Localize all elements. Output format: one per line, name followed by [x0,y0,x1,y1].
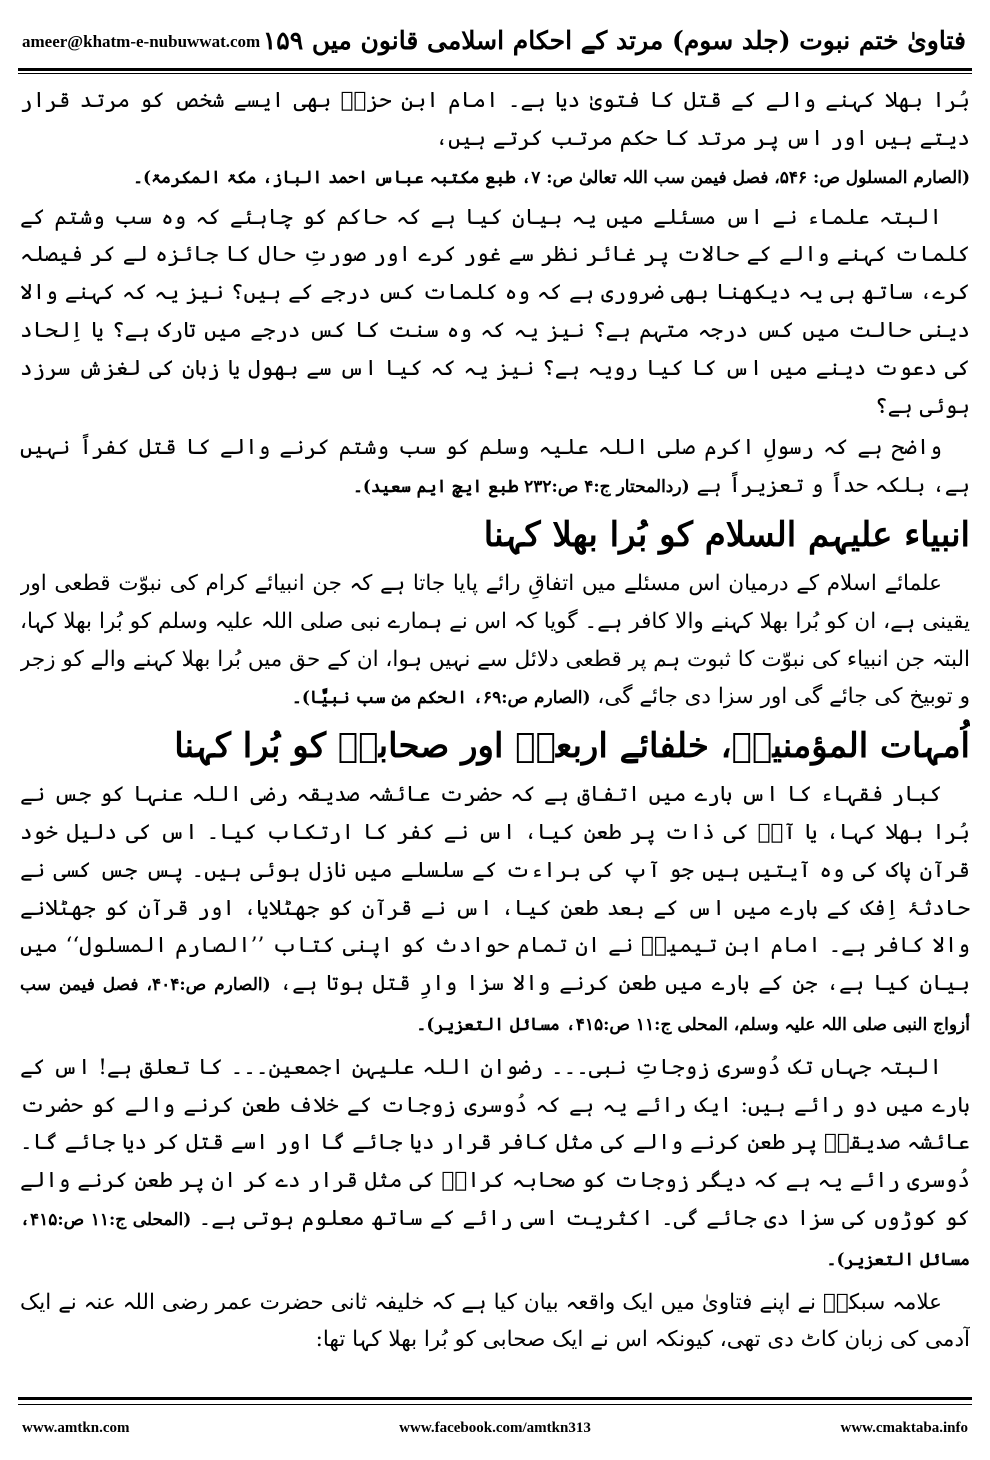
paragraph-3-text: واضح ہے کہ رسولِ اکرم صلی اللہ علیہ وسلم کو سب وشتم کرنے والے کا قتل کفراً نہیں ہے، بلکہ حداً و تعزیراً ہے [20,435,970,499]
citation-5: (المحلی ج:۱۱ ص:۴۱۵، مسائل التعزیر)۔ [20,1209,970,1270]
paragraph-5-text: کبار فقہاء کا اس بارے میں اتفاق ہے کہ حضرت عائشہ صدیقہ رضی اللہ عنہا کو جس نے بُرا بھلا کہا، یا آپؓ کی ذات پر طعن کیا، اس نے کفر کا ارتکاب کیا۔ اس کی دلیل خود قرآن پاک کی وہ آیتیں ہیں جو آپ کی براءت کے سلسلے میں نازل ہوئی ہیں۔ پس جس کسی نے حادثۂ اِفک کے بارے میں اس کے بعد طعن کیا، اس نے قرآن کو جھٹلایا، اور قرآن کو جھٹلانے والا کافر ہے۔ امام ابن تیمیہؒ نے ان تمام حوادث کو اپنی کتاب ’’الصارم المسلول‘‘ میں بیان کیا ہے، جن کے بارے میں طعن کرنے والا سزا وارِ قتل ہوتا ہے، [20,782,970,997]
footer-rule-thick [18,1397,972,1400]
header-email: ameer@khatm-e-nubuwwat.com [22,32,261,51]
paragraph-5 [20,776,970,1045]
citation-4: (الصارم ص:۴۰۴، فصل فیمن سب أزواج النبی صلی اللہ علیہ وسلم، المحلی ج:۱۱ ص:۴۱۵، مسائل التعزیر)۔ [20,975,970,1035]
citation-1: (الصارم المسلول ص: ۵۴۶، فصل فیمن سب اللہ تعالیٰ ص: ۷، طبع مکتبہ عباس احمد الباز، مکۃ المکرمۃ)۔ [133,167,970,188]
paragraph-4 [20,565,970,718]
footer-link-facebook[interactable]: www.facebook.com/amtkn313 [399,1420,591,1436]
citation-2: (ردالمحتار ج:۴ ص:۲۳۲ طبع ایچ ایم سعید)۔ [352,477,690,498]
header-rule-thin [18,73,972,74]
paragraph-3 [20,429,970,507]
page-body [20,82,970,1368]
paragraph-2: البتہ علماء نے اس مسئلے میں یہ بیان کیا ہے کہ حاکم کو چاہئے کہ وہ سب وشتم کے کلمات کہنے والے کے حالات پر غائر نظر سے غور کرے اور صورتِ حال کا جائزہ لے کر فیصلہ کرے، ساتھ ہی یہ دیکھنا بھی ضروری ہے کہ وہ کلمات کس درجے کے ہیں؟ نیز یہ کہ کہنے والا دینی حالت میں کس درجہ متہم ہے؟ نیز یہ کہ وہ سنت کا کس درجے میں تارک ہے؟ یا اِلحاد کی دعوت دینے میں اس کا کیا رویہ ہے؟ نیز یہ کہ کیا اس سے بھول یا زبان کی لغزش سرزد ہوئی ہے؟ [20,204,970,419]
citation-3: (الصارم ص:۶۹، الحکم من سب نبیًّا)۔ [291,688,591,709]
paragraph-6 [20,1049,970,1280]
paragraph-6-text: البتہ جہاں تک دُوسری زوجاتِ نبی۔۔۔ رضوان اللہ علیہن اجمعین۔۔۔ کا تعلق ہے! اس کے بارے میں دو رائے ہیں: ایک رائے یہ ہے کہ دُوسری زوجات کے خلاف طعن کرنے والے کو حضرت عائشہ صدیقہؓ پر طعن کرنے والے کی مثل کافر قرار دیا جائے گا اور اسے قتل کر دیا جائے گا۔ دُوسری رائے یہ ہے کہ دیگر زوجات کو صحابہ کرامؓ کی مثل قرار دے کر ان پر طعن کرنے والے کو کوڑوں کی سزا دی جائے گی۔ اکثریت اسی رائے کے ساتھ معلوم ہوتی ہے۔ [20,1054,970,1231]
paragraph-1: بُرا بھلا کہنے والے کے قتل کا فتویٰ دیا ہے۔ امام ابن حزمؒ بھی ایسے شخص کو مرتد قرار دیتے ہیں اور اس پر مرتد کا حکم مرتب کرتے ہیں، [20,88,970,151]
paragraph-7: علامہ سبکیؒ نے اپنے فتاویٰ میں ایک واقعہ بیان کیا ہے کہ خلیفہ ثانی حضرت عمر رضی اللہ عنہ نے ایک آدمی کی زبان کاٹ دی تھی، کیونکہ اس نے ایک صحابی کو بُرا بھلا کہا تھا: [20,1289,970,1353]
footer-link-cmaktaba[interactable]: www.cmaktaba.info [840,1420,968,1436]
section-heading-prophets: انبیاء علیہم السلام کو بُرا بھلا کہنا [483,514,970,555]
section-heading-companions: اُمہات المؤمنینؓ، خلفائے اربعہؓ اور صحابہؓ کو بُرا کہنا [174,726,970,767]
paragraph-4-text: علمائے اسلام کے درمیان اس مسئلے میں اتفاقِ رائے پایا جاتا ہے کہ جن انبیائے کرام کی نبوّت قطعی اور یقینی ہے، ان کو بُرا بھلا کہنے والا کافر ہے۔ گویا کہ اس نے ہمارے نبی صلی اللہ علیہ وسلم کو بُرا بھلا کہا، البتہ جن انبیاء کی نبوّت کا ثبوت ہم پر قطعی دلائل سے نہیں ہوا، ان کے حق میں بُرا بھلا کہنے والے کو زجر و توبیخ کی جائے گی اور سزا دی جائے گی، [20,570,970,710]
page-footer [22,1420,968,1446]
page-header [22,22,968,66]
footer-link-amtkn[interactable]: www.amtkn.com [22,1420,130,1436]
footer-rule-thin [18,1404,972,1405]
header-rule-thick [18,68,972,71]
running-title: فتاویٰ ختم نبوت (جلد سوم) مرتد کے احکام اسلامی قانون میں ۱۵۹ [262,26,966,55]
